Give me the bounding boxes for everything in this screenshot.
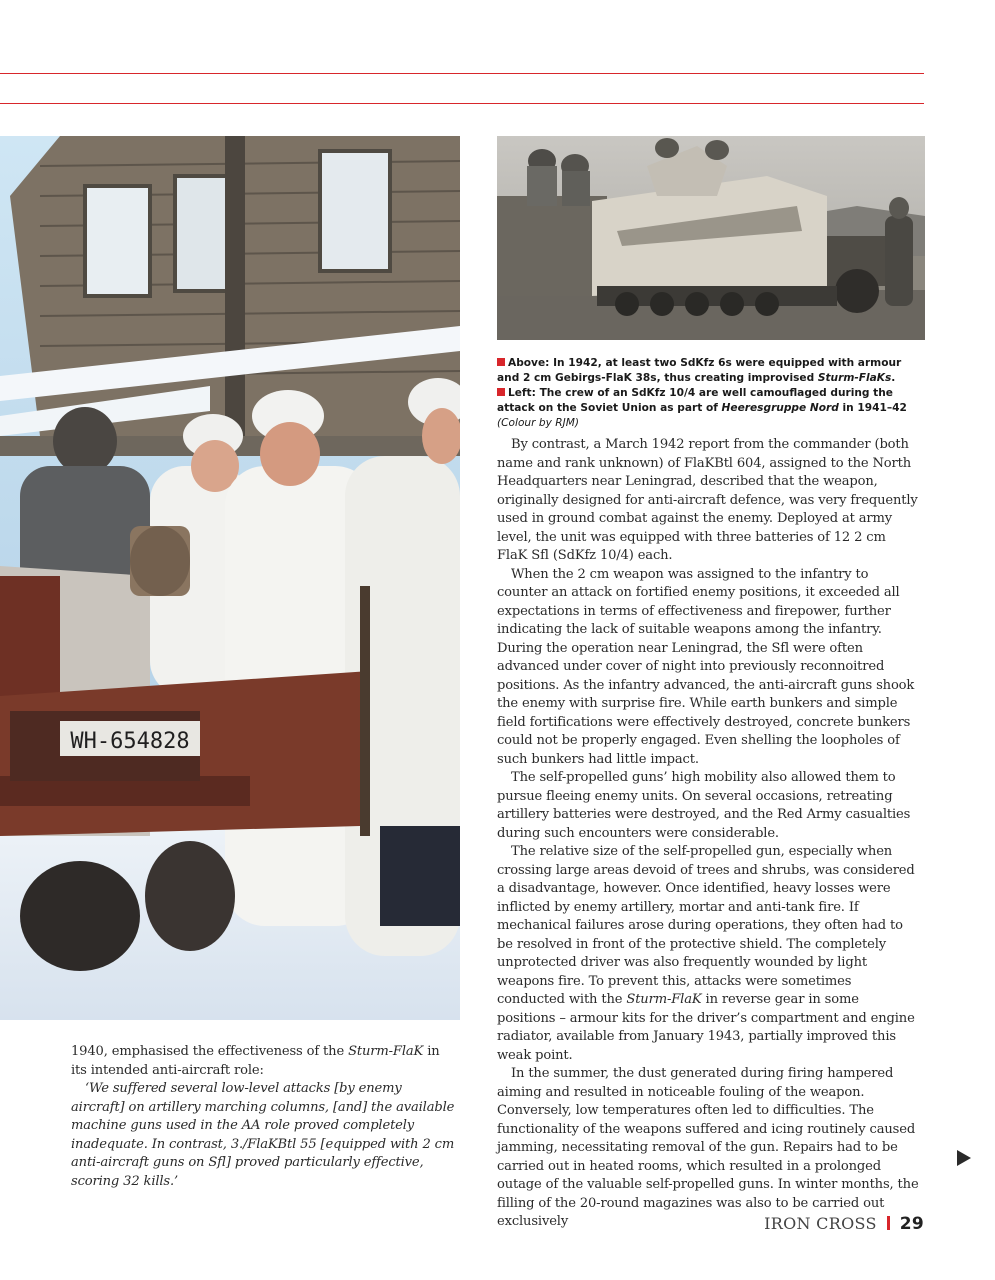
continue-arrow-icon (957, 1150, 971, 1166)
header-rule-top (0, 73, 924, 74)
paragraph: In the summer, the dust generated during firing hampered aiming and resulted in noticeable fouling of the weapon. Conversely, low temperatures often led to difficulties. The functionality of the weapons suffered and icing routinely caused jamming, necessitating removal of the gun. Repairs had to be carried out in heated rooms, which resulted in a prolonged outage of the valuable self-propelled guns. In winter months, the filling of the 20-round magazines was also to be carried out exclusively (497, 1066, 919, 1229)
caption-left: Left: The crew of an SdKfz 10/4 are well camouflaged during the attack on the Soviet Union as part of Heeresgruppe Nord in 1941–42 (Colour by RJM) (497, 387, 907, 429)
page-number: 29 (899, 1214, 924, 1234)
red-square-icon (497, 358, 505, 366)
photo-soldiers-in-snow (0, 136, 460, 1020)
quote-paragraph: ‘We suffered several low-level attacks [by enemy aircraft] on artillery marching columns, [and] the available machine guns used in the AA role proved completely inadequate. In contrast, 3./FlaKBtl 55 [equipped with 2 cm anti-aircraft guns on Sfl] proved particularly effective, scoring 32 kills.’ (71, 1081, 455, 1189)
article-body-right (497, 436, 919, 1232)
paragraph: The relative size of the self-propelled gun, especially when crossing large areas devoid of trees and shrubs, was considered a disadvantage, however. Once identified, heavy losses were inflicted by enemy artillery, mortar and anti-tank fire. If mechanical failures arose during operations, they often had to be resolved in front of the protective shield. The completely unprotected driver was also frequently wounded by light weapons fire. To prevent this, attacks were sometimes conducted with the Sturm-FlaK in reverse gear in some positions – armour kits for the driver’s compartment and engine radiator, available from January 1943, partially improved this weak point. (497, 844, 915, 1063)
article-body-left (71, 1043, 459, 1191)
paragraph: The self-propelled guns’ high mobility also allowed them to pursue fleeing enemy units. On several occasions, retreating artillery batteries were destroyed, and the Red Army casualties during such encounters were considerable. (497, 770, 911, 841)
magazine-name: IRON CROSS (764, 1214, 877, 1233)
photo-caption (497, 356, 927, 431)
page-footer (764, 1214, 924, 1234)
paragraph: When the 2 cm weapon was assigned to the infantry to counter an attack on fortified enemy positions, it exceeded all expectations in terms of effectiveness and firepower, further indicating the lack of suitable weapons among the infantry. During the operation near Leningrad, the Sfl were often advanced under cover of night into previously reconnoitred positions. As the infantry advanced, the anti-aircraft guns shook the enemy with surprise fire. While earth bunkers and simple field fortifications were effectively destroyed, concrete bunkers could not be properly engaged. Even shelling the loopholes of such bunkers had little impact. (497, 566, 915, 767)
caption-above: Above: In 1942, at least two SdKfz 6s were equipped with armour and 2 cm Gebirgs-FlaK 38s, thus creating improvised Sturm-FlaKs. (497, 357, 902, 384)
paragraph: By contrast, a March 1942 report from the commander (both name and rank unknown) of FlaKBtl 604, assigned to the North Headquarters near Leningrad, described that the weapon, originally designed for anti-aircraft defence, was very frequently used in ground combat against the enemy. Deployed at army level, the unit was equipped with three batteries of 12 2 cm FlaK Sfl (SdKfz 10/4) each. (497, 437, 918, 563)
photo-sdkfz6-sturmflak (497, 136, 925, 340)
header-rule-bottom (0, 103, 924, 104)
red-square-icon (497, 388, 505, 396)
paragraph: 1940, emphasised the effectiveness of the Sturm-FlaK in its intended anti-aircraft role: (71, 1044, 440, 1078)
license-plate: WH-654828 (70, 729, 190, 754)
footer-divider (887, 1216, 890, 1230)
